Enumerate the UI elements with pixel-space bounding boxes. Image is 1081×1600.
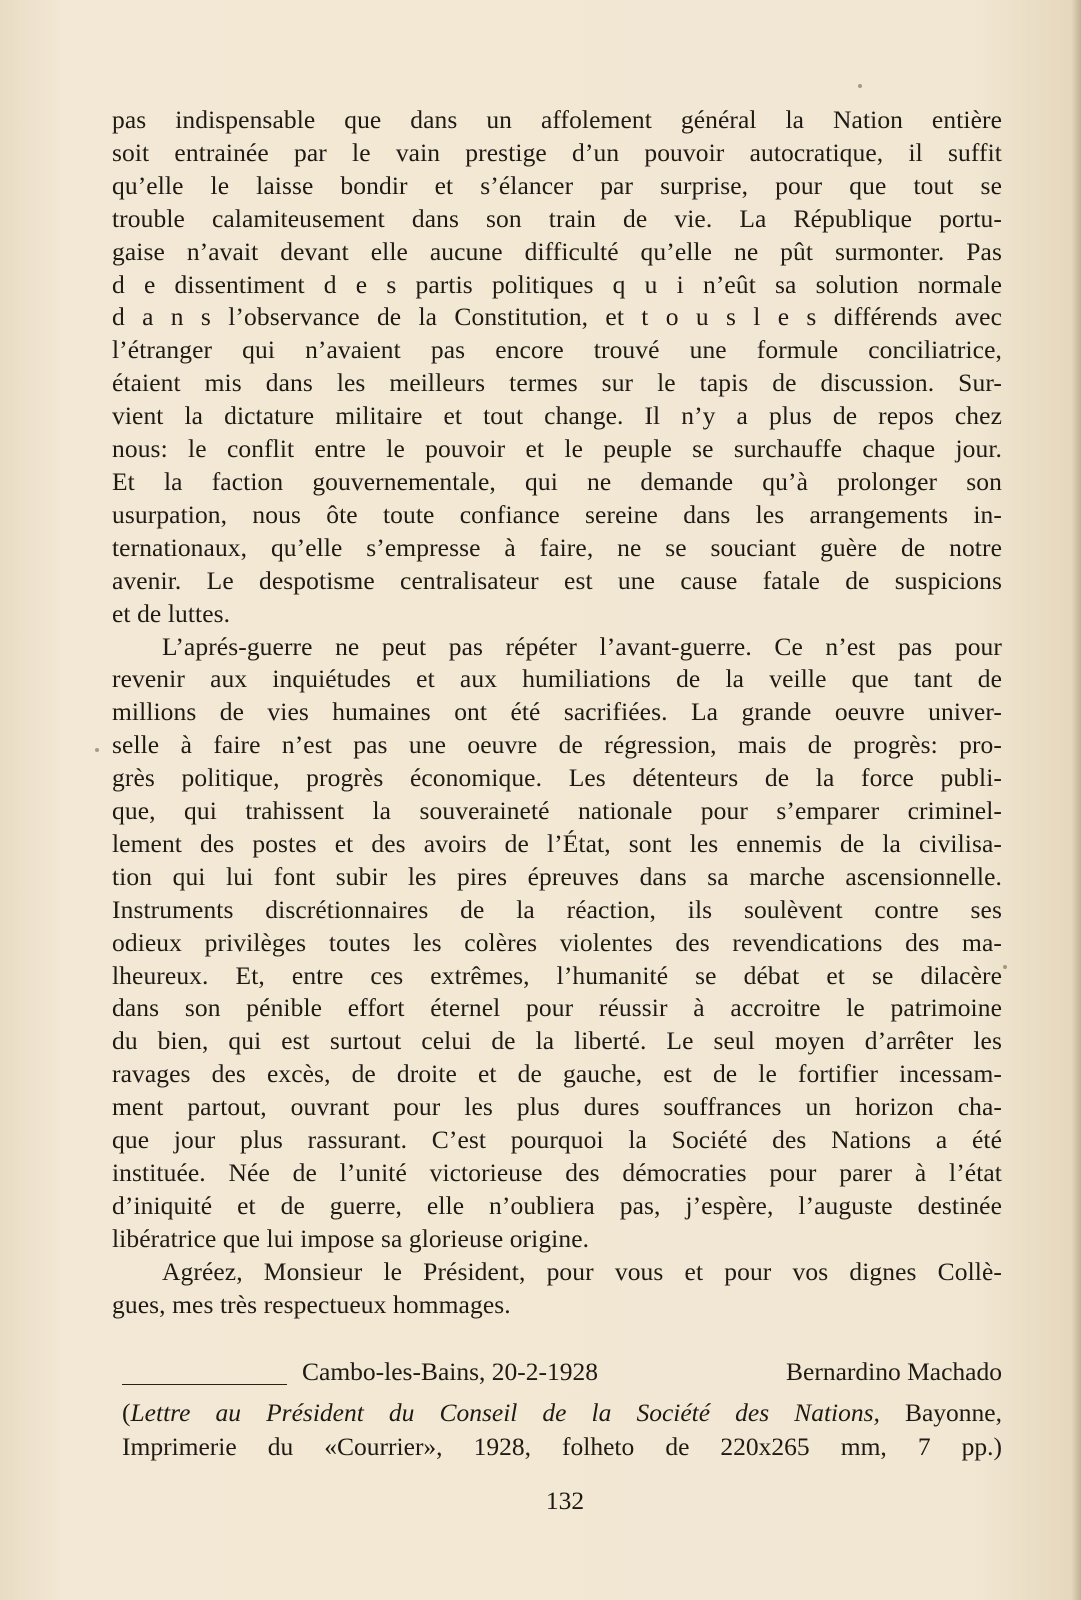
text-line: L’aprés-guerre ne peut pas répéter l’avant-guerre. Ce n’est pas pour [162, 631, 1002, 661]
text-line: Et la faction gouvernementale, qui ne demande qu’à prolonger son [112, 466, 1002, 496]
footnote-rule [122, 1384, 287, 1385]
text-line: gaise n’avait devant elle aucune difficulté qu’elle ne pût surmonter. Pas [112, 236, 1002, 266]
source-title: Lettre au Président du Conseil de la Société des Nations, [130, 1398, 880, 1427]
text-line: Instruments discrétionnaires de la réaction, ils soulèvent contre ses [112, 894, 1002, 924]
page-number: 132 [545, 1486, 585, 1515]
text-line: dans son pénible effort éternel pour réussir à accroitre le patrimoine [112, 993, 1002, 1023]
text-line: du bien, qui est surtout celui de la liberté. Le seul moyen d’arrêter les [112, 1026, 1002, 1056]
text-line: vient la dictature militaire et tout change. Il n’y a plus de repos chez [112, 401, 1002, 431]
text-line: pas indispensable que dans un affolement général la Nation entière [112, 105, 1002, 134]
text-line: ravages des excès, de droite et de gauche, est de le fortifier incessam- [112, 1059, 1002, 1089]
text-line: soit entrainée par le vain prestige d’un pouvoir autocratique, il suffit [112, 137, 1002, 167]
text-line: millions de vies humaines ont été sacrifiées. La grande oeuvre univer- [112, 697, 1002, 727]
letter-body [112, 104, 1002, 1322]
place-date: Cambo-les-Bains, 20-2-1928 [302, 1357, 599, 1386]
source-note [122, 1396, 1002, 1464]
source-place: Bayonne, [879, 1398, 1003, 1427]
source-line-1 [122, 1396, 1002, 1430]
text-line: instituée. Née de l’unité victorieuse des démocraties pour parer à l’état [112, 1158, 1002, 1187]
text-line: l’étranger qui n’avaient pas encore trouvé une formule conciliatrice, [112, 335, 1002, 365]
text-line: tion qui lui font subir les pires épreuves dans sa marche ascensionnelle. [112, 861, 1002, 891]
page-edge-shadow [1071, 0, 1081, 1600]
text-line: usurpation, nous ôte toute confiance sereine dans les arrangements in- [112, 499, 1002, 529]
text-line: trouble calamiteusement dans son train de vie. La République portu- [112, 203, 1002, 233]
paragraph-2 [112, 631, 1002, 1256]
paper-speck [858, 84, 862, 88]
paper-speck [1003, 965, 1007, 969]
text-line: lheureux. Et, entre ces extrêmes, l’humanité se débat et se dilacère [112, 960, 1002, 990]
source-line-2: Imprimerie du «Courrier», 1928, folheto de 220x265 mm, 7 pp.) [122, 1432, 1002, 1461]
text-line: que, qui trahissent la souveraineté nationale pour s’emparer criminel- [112, 796, 1002, 826]
text-line: qu’elle le laisse bondir et s’élancer par surprise, pour que tout se [112, 170, 1002, 200]
signature-row [112, 1355, 1002, 1389]
text-line: et de luttes. [112, 598, 231, 628]
text-line: selle à faire n’est pas une oeuvre de régression, mais de progrès: pro- [112, 730, 1002, 760]
text-line: d e dissentiment d e s partis politiques q u i n’eût sa solution normale [112, 269, 1002, 299]
source-open-paren: ( [122, 1398, 131, 1427]
text-line: Agréez, Monsieur le Président, pour vous et pour vos dignes Collè- [162, 1256, 1002, 1286]
text-line: grès politique, progrès économique. Les détenteurs de la force publi- [112, 763, 1002, 793]
paragraph-closing [112, 1256, 1002, 1322]
text-line: ternationaux, qu’elle s’empresse à faire, ne se souciant guère de notre [112, 532, 1002, 562]
text-line: nous: le conflit entre le pouvoir et le peuple se surchauffe chaque jour. [112, 434, 1002, 464]
paper-speck [95, 748, 99, 752]
text-line: étaient mis dans les meilleurs termes sur le tapis de discussion. Sur- [112, 368, 1002, 398]
text-line: odieux privilèges toutes les colères violentes des revendications des ma- [112, 927, 1002, 957]
text-line: que jour plus rassurant. C’est pourquoi la Société des Nations a été [112, 1125, 1002, 1155]
text-line: libératrice que lui impose sa glorieuse origine. [112, 1223, 590, 1253]
paragraph-1 [112, 104, 1002, 631]
text-line: avenir. Le despotisme centralisateur est une cause fatale de suspicions [112, 565, 1002, 595]
text-line: d’iniquité et de guerre, elle n’oubliera pas, j’espère, l’auguste destinée [112, 1190, 1002, 1220]
signature-author: Bernardino Machado [786, 1357, 1002, 1386]
text-line: d a n s l’observance de la Constitution, et t o u s l e s différends avec [112, 302, 1002, 332]
text-line: revenir aux inquiétudes et aux humiliations de la veille que tant de [112, 664, 1002, 694]
text-line: lement des postes et des avoirs de l’État, sont les ennemis de la civilisa- [112, 828, 1002, 858]
text-line: gues, mes très respectueux hommages. [112, 1289, 511, 1319]
text-line: ment partout, ouvrant pour les plus dures souffrances un horizon cha- [112, 1092, 1002, 1122]
